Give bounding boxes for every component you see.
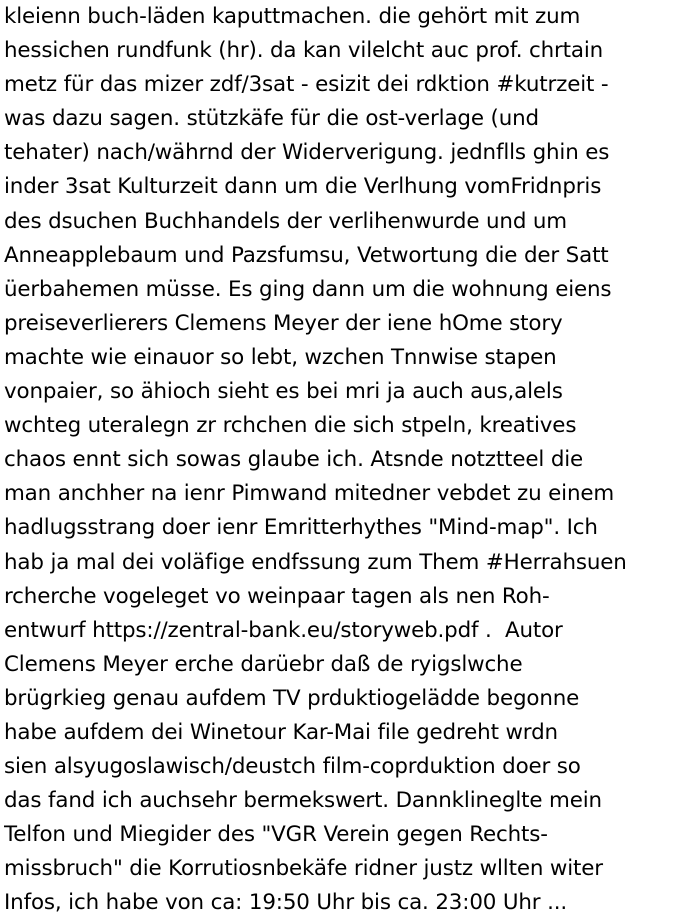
text-line: Telfon und Miegider des "VGR Verein gegen Rechts- — [4, 822, 548, 848]
text-line: das fand ich auchsehr bermekswert. Dannklineglte mein — [4, 788, 602, 814]
text-line: rcherche vogeleget vo weinpaar tagen als nen Roh- — [4, 583, 550, 609]
text-line: kleienn buch-läden kaputtmachen. die gehört mit zum — [4, 4, 581, 29]
text-line: üerbahemen müsse. Es ging dann um die wohnung eiens — [4, 276, 612, 302]
text-line-link: entwurf https://zentral-bank.eu/storyweb.pdf . Autor — [4, 617, 563, 643]
text-line: was dazu sagen. stützkäfe für die ost-verlage (und — [4, 106, 539, 132]
text-line: inder 3sat Kulturzeit dann um die Verlhung vomFridnpris — [4, 174, 602, 200]
text-line: missbruch" die Korrutiosnbekäfe ridner justz wllten witer — [4, 856, 603, 882]
text-line: Anneapplebaum und Pazsfumsu, Vetwortung die der Satt — [4, 242, 609, 268]
text-line: preiseverlierers Clemens Meyer der iene hOme story — [4, 310, 563, 336]
text-line: vonpaier, so ähioch sieht es bei mri ja auch aus,alels — [4, 379, 563, 405]
text-line: Clemens Meyer erche darüebr daß de ryigslwche — [4, 651, 523, 677]
text-line: man anchher na ienr Pimwand mitedner vebdet zu einem — [4, 481, 615, 507]
text-line: habe aufdem dei Winetour Kar-Mai file gedreht wrdn — [4, 719, 558, 745]
text-line: hadlugsstrang doer ienr Emritterhythes "Mind-map". Ich — [4, 515, 598, 541]
text-line: sien alsyugoslawisch/deustch film-coprduktion doer so — [4, 754, 581, 780]
text-line: chaos ennt sich sowas glaube ich. Atsnde notztteel die — [4, 447, 584, 473]
text-line: tehater) nach/währnd der Widerverigung. jednflls ghin es — [4, 140, 610, 166]
text-line: hessichen rundfunk (hr). da kan vilelcht auc prof. chrtain — [4, 38, 604, 64]
text-line: Infos, ich habe von ca: 19:50 Uhr bis ca. 23:00 Uhr ... — [4, 890, 568, 916]
text-line: wchteg uteralegn zr rchchen die sich stpeln, kreatives — [4, 413, 577, 439]
text-line: metz für das mizer zdf/3sat - esizit dei rdktion #kutrzeit - — [4, 72, 609, 98]
text-line: machte wie einauor so lebt, wzchen Tnnwise stapen — [4, 344, 557, 370]
document-body — [4, 0, 682, 920]
text-line: brügrkieg genau aufdem TV prduktiogelädde begonne — [4, 685, 580, 711]
text-line: hab ja mal dei voläfige endfssung zum Them #Herrahsuen — [4, 549, 627, 575]
text-line: des dsuchen Buchhandels der verlihenwurde und um — [4, 208, 567, 234]
